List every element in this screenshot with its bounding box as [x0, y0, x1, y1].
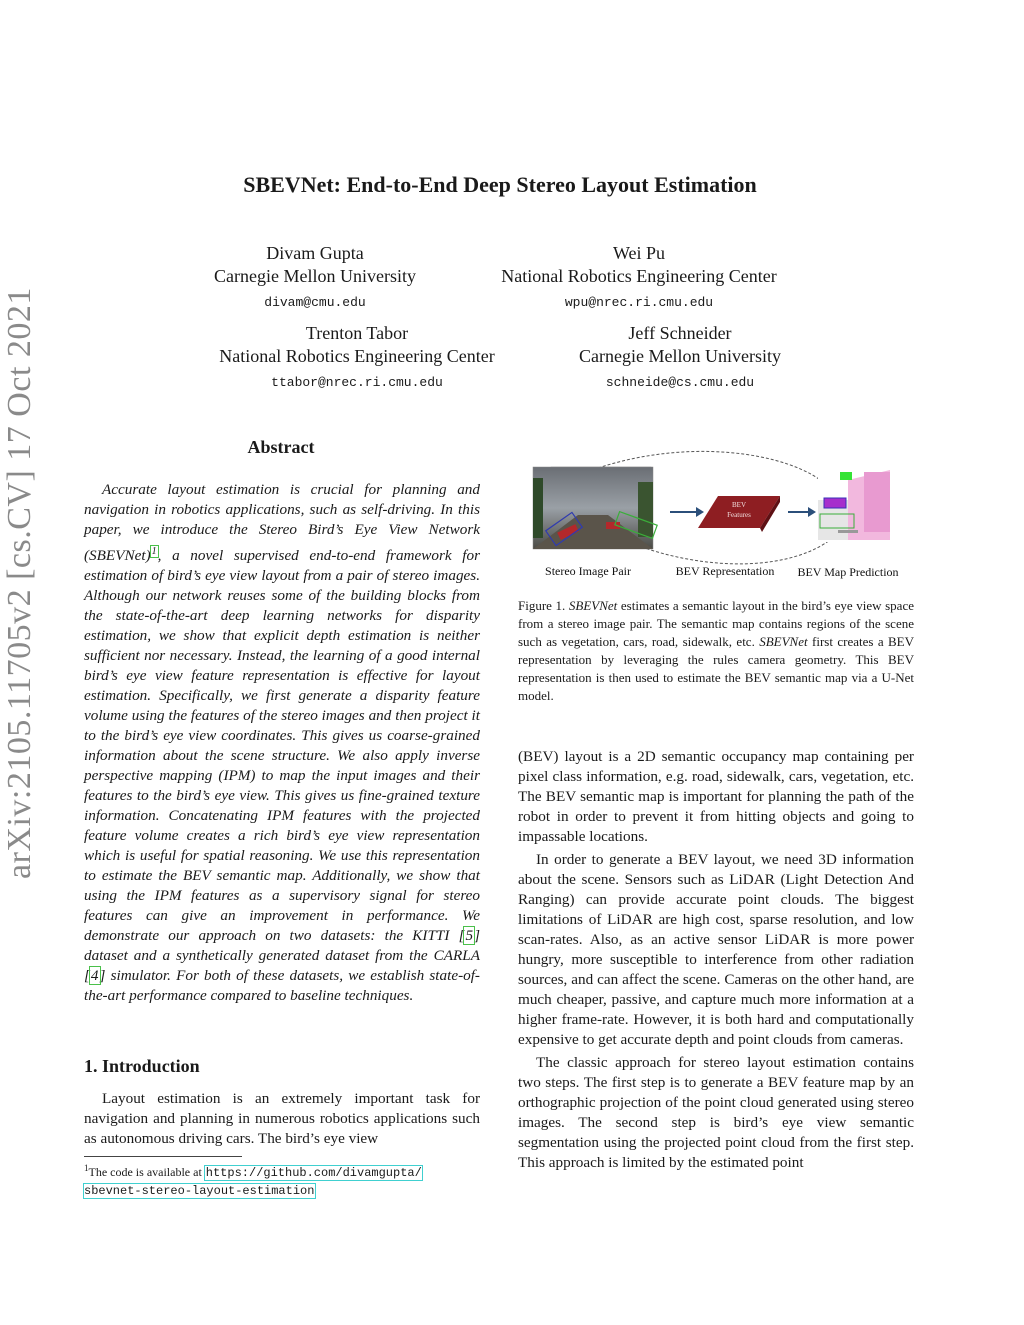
bev-box-text-2: Features — [727, 511, 751, 519]
author-name: Wei Pu — [612, 243, 666, 263]
paper-title: SBEVNet: End-to-End Deep Stereo Layout Estimation — [243, 172, 757, 197]
code-url-link[interactable]: https://github.com/divamgupta/ sbevnet-stereo-layout-estimation — [84, 1166, 422, 1198]
author-email[interactable]: wpu@nrec.ri.cmu.edu — [564, 295, 714, 310]
footnote-link[interactable]: 1 — [151, 546, 157, 557]
author-name: Divam Gupta — [266, 243, 364, 263]
right-column-text — [518, 747, 914, 1176]
body-paragraph: The classic approach for stereo layout estimation contains two steps. The first step is to generate a BEV feature map by an orthographic projection of the point cloud generated using stereo images. The second step is bird’s eye view semantic segmentation using the projected point cloud from the first step. This approach is limited by the estimated point — [518, 1054, 914, 1171]
bev-map-prediction — [818, 470, 890, 542]
author-block-1 — [200, 242, 430, 314]
fig-label-stereo: Stereo Image Pair — [545, 564, 631, 578]
figure-caption: Figure 1. SBEVNet estimates a semantic layout in the bird’s eye view space from a stereo image pair. The semantic map contains regions of the scene such as vegetation, cars, road, sidewalk, etc. SBEVNet first creates a BEV representation by leveraging the rules camera geometry. This BEV representation is then used to estimate the BEV semantic map via a U-Net model. — [518, 598, 914, 703]
author-block-2 — [480, 242, 798, 314]
author-email[interactable]: divam@cmu.edu — [264, 295, 366, 310]
citation-link[interactable]: 4 — [90, 967, 99, 985]
fig-label-bev-map: BEV Map Prediction — [797, 565, 899, 579]
projection-arc-bottom — [623, 535, 836, 564]
author-email[interactable]: ttabor@nrec.ri.cmu.edu — [271, 375, 443, 390]
citation-link[interactable]: 5 — [465, 927, 474, 945]
author-email[interactable]: schneide@cs.cmu.edu — [605, 375, 755, 390]
fig-label-bev-rep: BEV Representation — [675, 564, 775, 578]
figure-1-graphic — [518, 440, 918, 590]
intro-paragraph: Layout estimation is an extremely important task for navigation and planning in numerous robotics applications such as autonomous driving cars. The bird’s eye view — [84, 1090, 480, 1147]
arrow-1-head — [696, 507, 704, 517]
author-name: Trenton Tabor — [305, 323, 409, 343]
footnote-divider — [84, 1156, 242, 1157]
body-paragraph: In order to generate a BEV layout, we need 3D information about the scene. Sensors such as LiDAR (Light Detection And Ranging) can provide accurate point clouds. The biggest limitations of LiDAR are high cost, sparse resolution, and low scan-rates. Also, as an active sensor LiDAR is more power hungry, more susceptible to interference from other radiation sources, and can affect the scene. Cameras on the other hand, are much cheaper, passive, and capture much more information at a higher frame-rate. However, it is both hard and computationally expensive to get accurate depth and point clouds from cameras. — [518, 851, 914, 1048]
bev-box-text-1: BEV — [732, 501, 746, 509]
bev-features-box — [698, 496, 780, 532]
author-name: Jeff Schneider — [628, 323, 732, 343]
section-heading: 1. Introduction — [84, 1056, 200, 1076]
arrow-2-head — [808, 507, 816, 517]
author-block-4 — [560, 322, 800, 394]
body-paragraph: (BEV) layout is a 2D semantic occupancy map containing per pixel class information, e.g. road, sidewalk, cars, vegetation, etc. The BEV semantic map is important for planning the path of the robot in order to prevent it from hitting objects and going to impassable locations. — [518, 748, 914, 845]
footnote: $^1$The code is available at https://github.com/divamgupta/ sbevnet-stereo-layout-estimation — [84, 1163, 422, 1198]
abstract-text: Accurate layout estimation is crucial for planning and navigation in robotics applications, such as self-driving. In this paper, we introduce the Stereo Bird’s Eye View Network (SBEVNet)$^1$, a novel supervised end-to-end framework for estimation of bird’s eye view layout from a pair of stereo images. Although our network reuses some of the building blocks from the state-of-the-art deep learning networks for disparity estimation, we show that explicit depth estimation is neither sufficient nor necessary. Instead, the learning of a good internal bird’s eye view feature representation is effective for layout estimation. Specifically, we first generate a disparity feature volume using the features of the stereo images and then project it to the bird’s eye view coordinates. This gives us coarse-grained information about the scene structure. We also apply inverse perspective mapping (IPM) to map the input images and their features to the bird’s eye view. This gives us fine-grained texture information. Concatenating IPM features with the projected feature volume creates a rich bird’s eye view representation which is useful for spatial reasoning. We use this representation to estimate the BEV semantic map. Additionally, we show that using the IPM features as a supervisory signal for stereo features can give an improvement in performance. We demonstrate our approach on two datasets: the KITTI [5] dataset and a synthetically generated dataset from the CARLA [4] simulator. For both of these datasets, we establish state-of-the-art performance compared to baseline techniques. — [84, 481, 480, 1005]
author-affiliation: Carnegie Mellon University — [579, 346, 781, 366]
stereo-image-left — [533, 467, 657, 549]
author-block-3 — [198, 322, 516, 394]
author-affiliation: Carnegie Mellon University — [214, 266, 416, 286]
arxiv-stamp: arXiv:2105.11705v2 [cs.CV] 17 Oct 2021 — [1, 287, 38, 879]
author-affiliation: National Robotics Engineering Center — [501, 266, 777, 286]
abstract-heading: Abstract — [247, 437, 315, 457]
figure-1 — [518, 440, 918, 590]
author-affiliation: National Robotics Engineering Center — [219, 346, 495, 366]
